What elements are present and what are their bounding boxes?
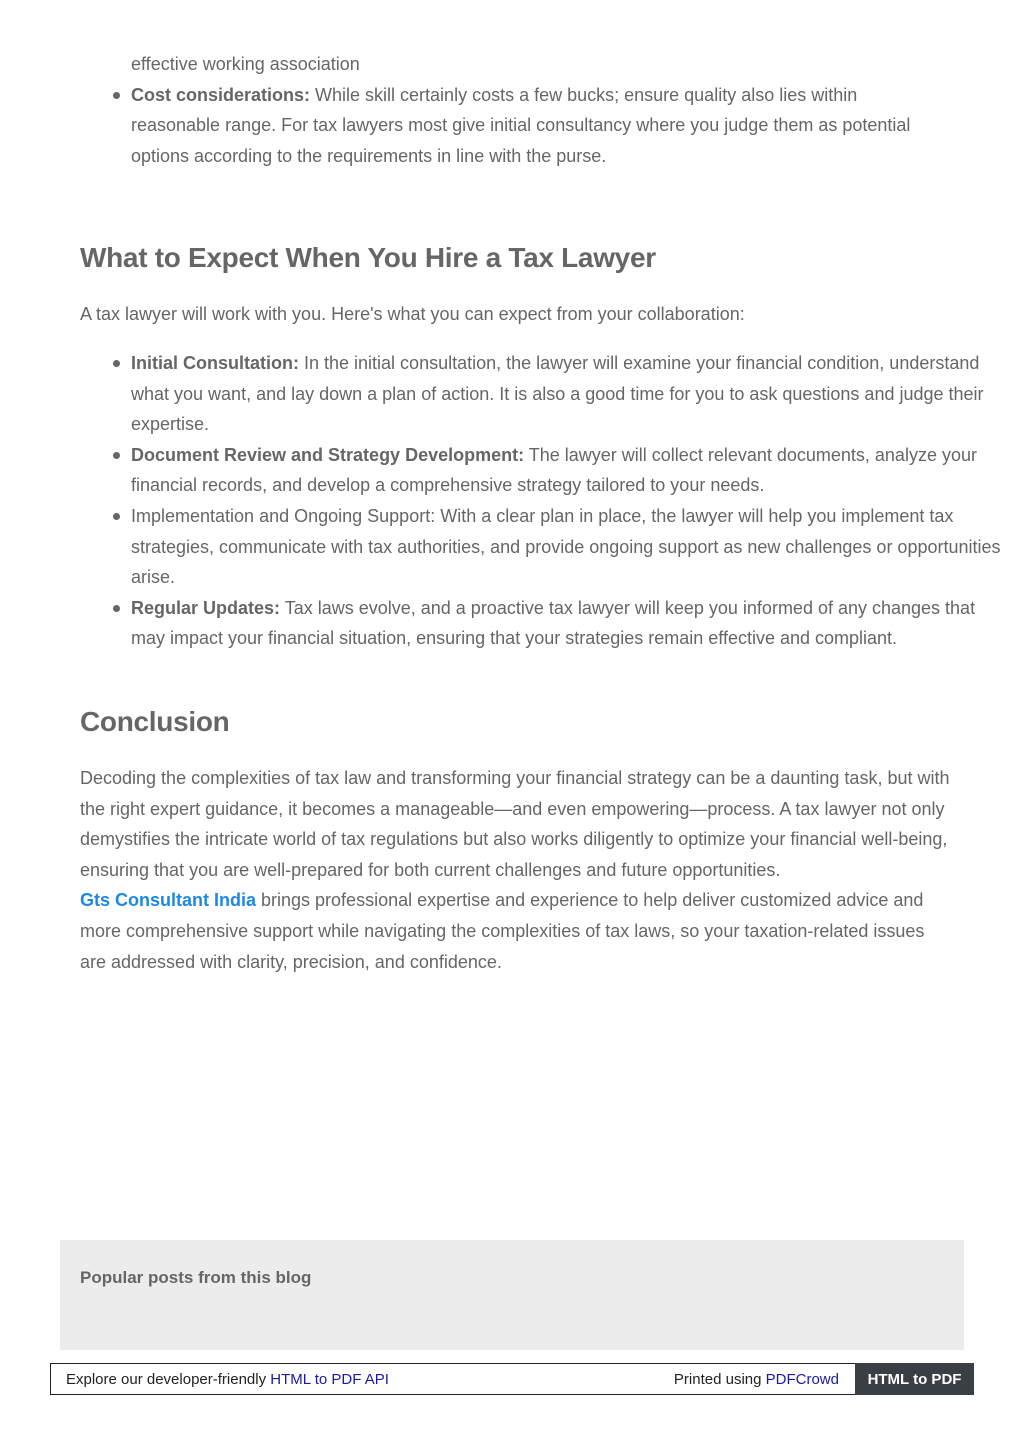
list-item-text: In the initial consultation, the lawyer will examine your financial condition, understand what you want, and lay down a plan of action. It is also a good time for you to ask questions and judge their expertise.	[131, 353, 984, 435]
list-item-text: While skill certainly costs a few bucks; ensure quality also lies within reasonable range. For tax lawyers most give initial consultancy where you judge them as potential options according to the requirements in line with the purse.	[131, 84, 911, 166]
popular-posts-panel	[60, 1240, 964, 1350]
footer-printed-using	[674, 1371, 839, 1388]
list-item-label: Document Review and Strategy Development:	[131, 444, 525, 465]
pdf-footer-bar	[50, 1363, 974, 1395]
footer-promo-text: Explore our developer-friendly	[66, 1371, 271, 1388]
list-item-text: The lawyer will collect relevant documents, analyze your financial records, and develop a comprehensive strategy tailored to your needs.	[131, 444, 977, 496]
footer-promo	[66, 1371, 389, 1388]
section-heading-expect: What to Expect When You Hire a Tax Lawyer	[80, 242, 656, 273]
list-item-text: Implementation and Ongoing Support: With a clear plan in place, the lawyer will help you implement tax strategies, communicate with tax authorities, and provide ongoing support as new challenges or opportunities arise.	[131, 505, 1001, 588]
section-intro: A tax lawyer will work with you. Here's what you can expect from your collaboration:	[80, 304, 745, 324]
continued-list-text: effective working association	[131, 54, 360, 74]
list-item	[131, 348, 1001, 440]
conclusion-text: Decoding the complexities of tax law and transforming your financial strategy can be a daunting task, but with the right expert guidance, it becomes a manageable—and even empowering—process. A tax lawyer not only demystifies the intricate world of tax regulations but also works diligently to optimize your financial well-being, ensuring that you are well-prepared for both current challenges and future opportunities.	[80, 768, 950, 880]
list-item	[131, 440, 1001, 501]
html-to-pdf-button[interactable]: HTML to PDF	[855, 1363, 974, 1395]
popular-posts-title: Popular posts from this blog	[80, 1268, 312, 1287]
brand-text: brings professional expertise and experience to help deliver customized advice and more comprehensive support while navigating the complexities of tax laws, so your taxation-related issues are addressed with clarity, precision, and confidence.	[80, 890, 925, 972]
list-item-label: Cost considerations:	[131, 84, 311, 105]
conclusion-paragraph	[80, 763, 950, 977]
list-item-label: Initial Consultation:	[131, 353, 299, 373]
html-to-pdf-api-link[interactable]: HTML to PDF API	[270, 1371, 389, 1388]
footer-printed-text: Printed using	[673, 1371, 766, 1388]
section-heading-conclusion: Conclusion	[80, 706, 230, 737]
criteria-list	[80, 80, 950, 172]
list-item-cost	[131, 80, 950, 172]
brand-link[interactable]: Gts Consultant India	[80, 890, 257, 911]
list-item-text: Tax laws evolve, and a proactive tax lawyer will keep you informed of any changes that may impact your financial situation, ensuring that your strategies remain effective and compliant.	[131, 597, 976, 649]
article-body	[80, 49, 1001, 972]
expect-list	[80, 348, 1001, 654]
list-item	[131, 593, 1001, 654]
pdfcrowd-link[interactable]: PDFCrowd	[765, 1371, 839, 1388]
list-item	[131, 501, 1001, 593]
list-item-label: Regular Updates:	[131, 597, 281, 618]
